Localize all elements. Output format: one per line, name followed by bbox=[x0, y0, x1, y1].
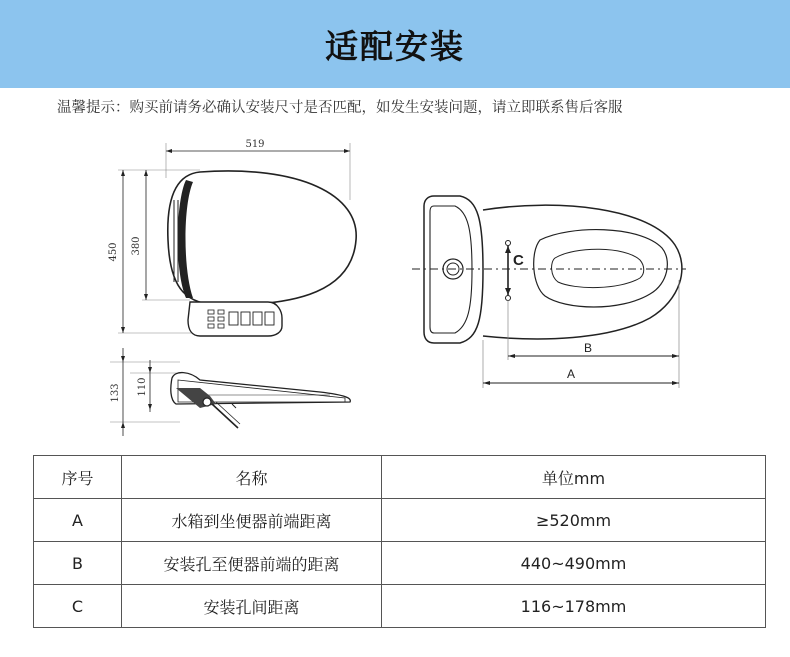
row-id: A bbox=[34, 499, 122, 542]
table-header-row bbox=[34, 456, 766, 499]
dim-height-inner-label: 110 bbox=[137, 377, 148, 397]
dim-b-label: B bbox=[583, 341, 593, 355]
header-index: 序号 bbox=[34, 456, 122, 499]
row-value: 440~490mm bbox=[382, 542, 766, 585]
row-name: 水箱到坐便器前端距离 bbox=[122, 499, 382, 542]
row-name: 安装孔至便器前端的距离 bbox=[122, 542, 382, 585]
dim-c-label: C bbox=[513, 252, 524, 269]
row-value: 116~178mm bbox=[382, 585, 766, 628]
notice-text: 温馨提示：购买前请务必确认安装尺寸是否匹配，如发生安装问题，请立即联系售后客服 bbox=[57, 100, 623, 116]
row-name: 安装孔间距离 bbox=[122, 585, 382, 628]
header-name: 名称 bbox=[122, 456, 382, 499]
spec-table bbox=[33, 455, 766, 628]
dim-depth-inner-label: 380 bbox=[131, 236, 142, 256]
dim-width-label: 519 bbox=[245, 139, 265, 150]
dim-a-label: A bbox=[566, 367, 576, 381]
table-row bbox=[34, 499, 766, 542]
dim-depth-outer-label: 450 bbox=[108, 242, 119, 262]
row-value: ≥520mm bbox=[382, 499, 766, 542]
page-title: 适配安装 bbox=[325, 26, 465, 66]
table-row bbox=[34, 542, 766, 585]
row-id: C bbox=[34, 585, 122, 628]
table-row bbox=[34, 585, 766, 628]
toilet-top-view bbox=[412, 196, 686, 388]
dim-height-outer-label: 133 bbox=[110, 383, 121, 403]
header-unit: 单位mm bbox=[382, 456, 766, 499]
row-id: B bbox=[34, 542, 122, 585]
seat-top-view bbox=[118, 143, 356, 336]
